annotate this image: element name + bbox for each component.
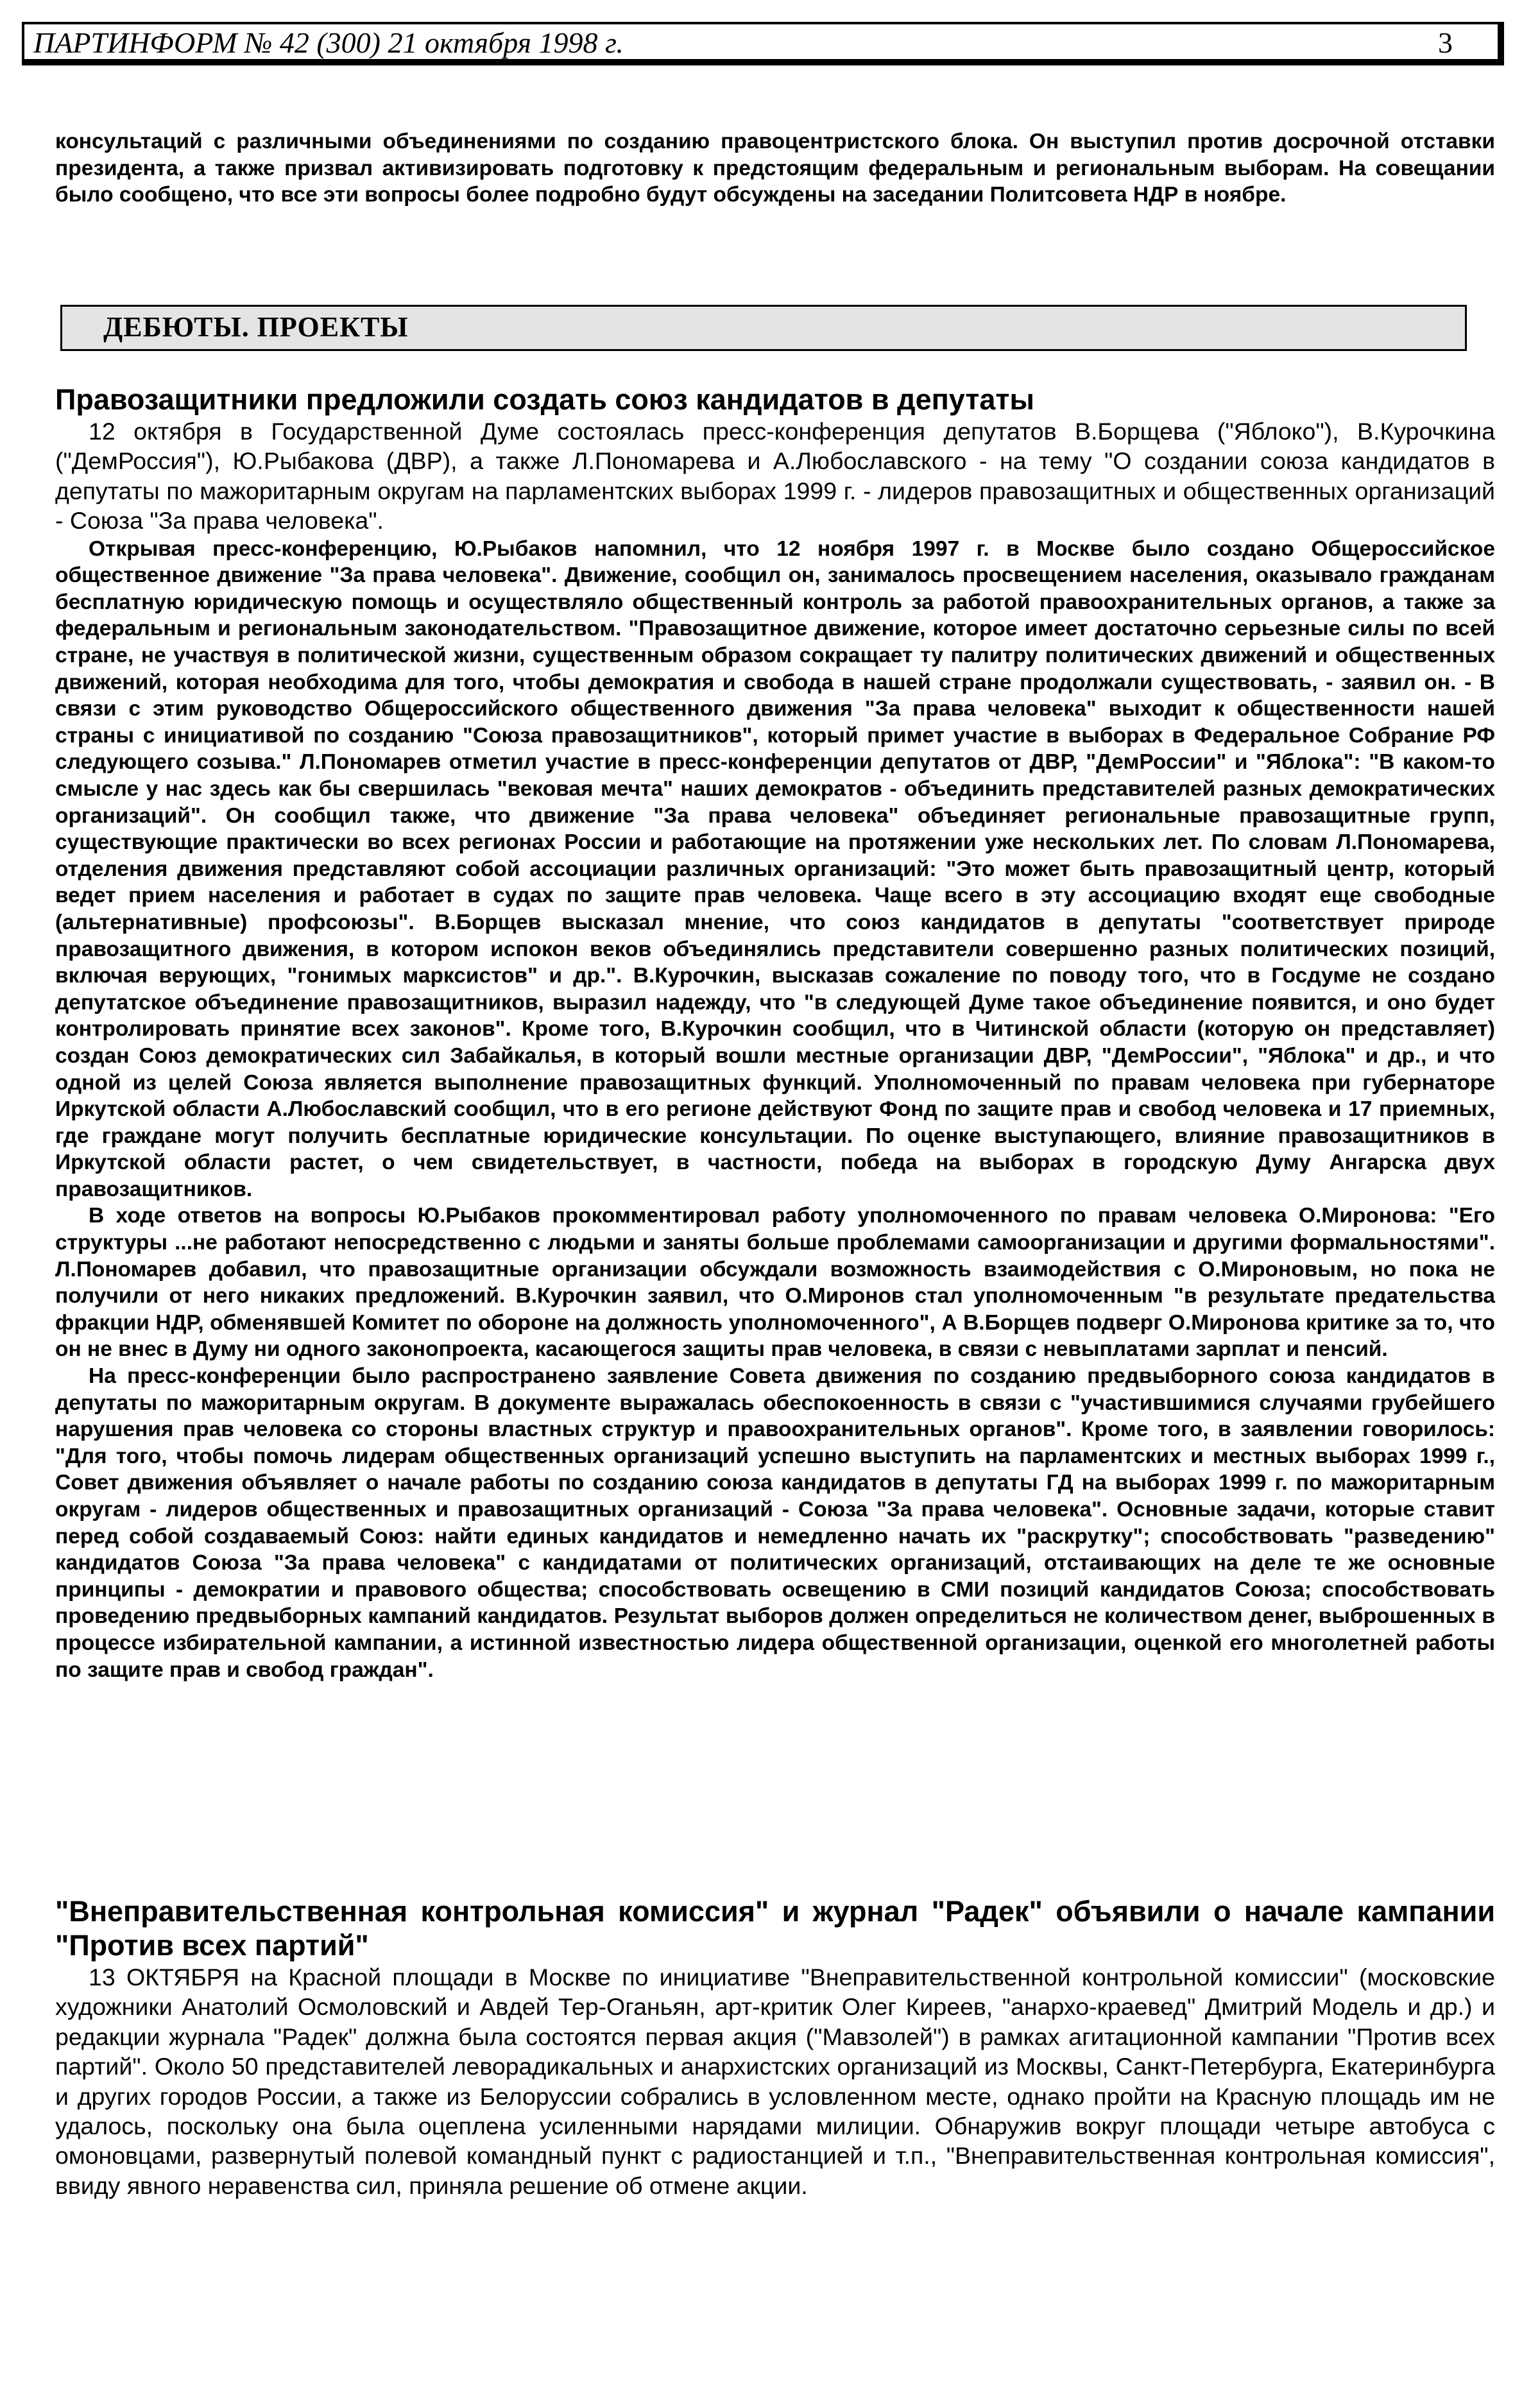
page-header — [22, 22, 1504, 65]
article-1-paragraph-3: На пресс-конференции было распространено заявление Совета движения по созданию предвыборного союза кандидатов в депутаты по мажоритарным округам. В документе выражалась обеспокоенность в связи с "участившимися случаями грубейшего нарушения прав человека со стороны властных структур и правоохранительных органов". Кроме того, в заявлении говорилось: "Для того, чтобы помочь лидерам общественных организаций успешно выступить на парламентских и местных выборах 1999 г., Совет движения объявляет о начале работы по созданию союза кандидатов в депутаты ГД на выборах 1999 г. по мажоритарным округам - лидеров общественных и правозащитных организаций - Союза "За права человека". Основные задачи, которые ставит перед собой создаваемый Союз: найти единых кандидатов и немедленно начать их "раскрутку"; способствовать "разведению" кандидатов Союза "За права человека" с кандидатами от политических организаций, отстаивающих на деле те же основные принципы - демократии и правового общества; способствовать освещению в СМИ позиций кандидатов Союза; способствовать проведению предвыборных кампаний кандидатов. Результат выборов должен определиться не количеством денег, выброшенных в процессе избирательной кампании, а истинной известностью лидера общественной организации, оценкой его многолетней работы по защите прав и свобод граждан". — [55, 1364, 1495, 1682]
article-2-lead: 13 ОКТЯБРЯ на Красной площади в Москве по инициативе "Внеправительственной контрольной комиссии" (московские художники Анатолий Осмоловский и Авдей Тер-Оганьян, арт-критик Олег Киреев, "анархо-краевед" Дмитрий Модель и др.) и редакции журнала "Радек" должна была состоятся первая акция ("Мавзолей") в рамках агитационной кампании "Против всех партий". Около 50 представителей леворадикальных и анархистских организаций из Москвы, Санкт-Петербурга, Екатеринбурга и других городов России, а также из Белоруссии собрались в условленном месте, однако пройти на Красную площадь им не удалось, поскольку она была оцеплена усиленными нарядами милиции. Обнаружив вокруг площади четыре автобуса с омоновцами, развернутый полевой командный пункт с радиостанцией и т.п., "Внеправительственная контрольная комиссия", ввиду явного неравенства сил, приняла решение об отмене акции. — [55, 1964, 1495, 2199]
header-title: ПАРТИНФОРМ № 42 (300) 21 октября 1998 г. — [33, 26, 624, 59]
article-1-lead: 12 октября в Государственной Думе состоялась пресс-конференция депутатов В.Борщева ("Яблоко"), В.Курочкина ("ДемРоссия"), Ю.Рыбакова (ДВР), а также Л.Пономарева и А.Любославского - на тему "О создании союза кандидатов в депутаты по мажоритарным округам на парламентских выборах 1999 г. - лидеров правозащитных и общественных организаций - Союза "За права человека". — [55, 418, 1495, 535]
article-1 — [55, 382, 1495, 1683]
article-1-paragraph-2: В ходе ответов на вопросы Ю.Рыбаков прокомментировал работу уполномоченного по правам человека О.Миронова: "Его структуры ...не работают непосредственно с людьми и заняты больше проблемами самоорганизации и другими формальностями". Л.Пономарев добавил, что правозащитные организации обсуждали возможность взаимодействия с О.Мироновым, но пока не получили от него никаких предложений. В.Курочкин заявил, что О.Миронов стал уполномоченным "в результате предательства фракции НДР, обменявшей Комитет по обороне на должность уполномоченного", А В.Борщев подверг О.Миронова критике за то, что он не внес в Думу ни одного законопроекта, касающегося защиты прав человека, в связи с невыплатами зарплат и пенсий. — [55, 1204, 1495, 1362]
section-title: ДЕБЮТЫ. ПРОЕКТЫ — [60, 305, 1467, 351]
intro-paragraph: консультаций с различными объединениями по созданию правоцентристского блока. Он выступил против досрочной отставки президента, а также призвал активизировать подготовку к предстоящим федеральным и региональным выборам. На совещании было сообщено, что все эти вопросы более подробно будут обсуждены на заседании Политсовета НДР в ноябре. — [55, 130, 1495, 207]
page-number: 3 — [1438, 26, 1453, 59]
article-1-headline: Правозащитники предложили создать союз кандидатов в депутаты — [55, 383, 1034, 416]
article-1-paragraph-1: Открывая пресс-конференцию, Ю.Рыбаков напомнил, что 12 ноября 1997 г. в Москве было создано Общероссийское общественное движение "За права человека". Движение, сообщил он, занималось просвещением населения, оказывало гражданам бесплатную юридическую помощь и осуществляло общественный контроль за работой правоохранительных органов, а также за федеральным и региональным законодательством. "Правозащитное движение, которое имеет достаточно серьезные силы по всей стране, не участвуя в политической жизни, существенным образом сокращает ту палитру политических движений и общественных движений, которая необходима для того, чтобы демократия и свобода в нашей стране продолжали существовать, - заявил он. - В связи с этим руководство Общероссийского общественного движения "За права человека" выходит к общественности нашей страны с инициативой по созданию "Союза правозащитников", который примет участие в выборах в Федеральное Собрание РФ следующего созыва." Л.Пономарев отметил участие в пресс-конференции депутатов от ДВР, "ДемРоссии" и "Яблока": "В каком-то смысле у нас здесь как бы свершилась "вековая мечта" наших демократов - объединить представителей разных демократических организаций". Он сообщил также, что движение "За права человека" объединяет региональные правозащитные групп, существующие практически во всех регионах России и работающие на протяжении уже нескольких лет. По словам Л.Пономарева, отделения движения представляют собой ассоциации различных организаций: "Это может быть правозащитный центр, который ведет прием населения и работает в судах по защите прав человека. Чаще всего в эту ассоциацию входят еще свободные (альтернативные) профсоюзы". В.Борщев высказал мнение, что союз кандидатов в депутаты "соответствует природе правозащитного движения, в котором испокон веков объединялись представители совершенно разных политических позиций, включая верующих, "гонимых марксистов" и др.". В.Курочкин, высказав сожаление по поводу того, что в Госдуме не создано депутатское объединение правозащитников, выразил надежду, что "в следующей Думе такое объединение появится, и оно будет контролировать принятие всех законов". Кроме того, В.Курочкин сообщил, что в Читинской области (которую он представляет) создан Союз демократических сил Забайкалья, в который вошли местные организации ДВР, "ДемРоссии", "Яблока" и др., и что одной из целей Союза является выполнение правозащитных функций. Уполномоченный по правам человека при губернаторе Иркутской области А.Любославский сообщил, что в его регионе действуют Фонд по защите прав и свобод человека и 17 приемных, где граждане могут получить бесплатные юридические консультации. По оценке выступающего, влияние правозащитников в Иркутской области растет, о чем свидетельствует, в частности, победа на выборах в городскую Думу Ангарска двух правозащитников. — [55, 536, 1495, 1201]
intro-block — [55, 128, 1495, 209]
article-2-headline: "Внеправительственная контрольная комиссия" и журнал "Радек" объявили о начале кампании "Против всех партий" — [55, 1895, 1495, 1962]
article-2 — [55, 1894, 1495, 2200]
